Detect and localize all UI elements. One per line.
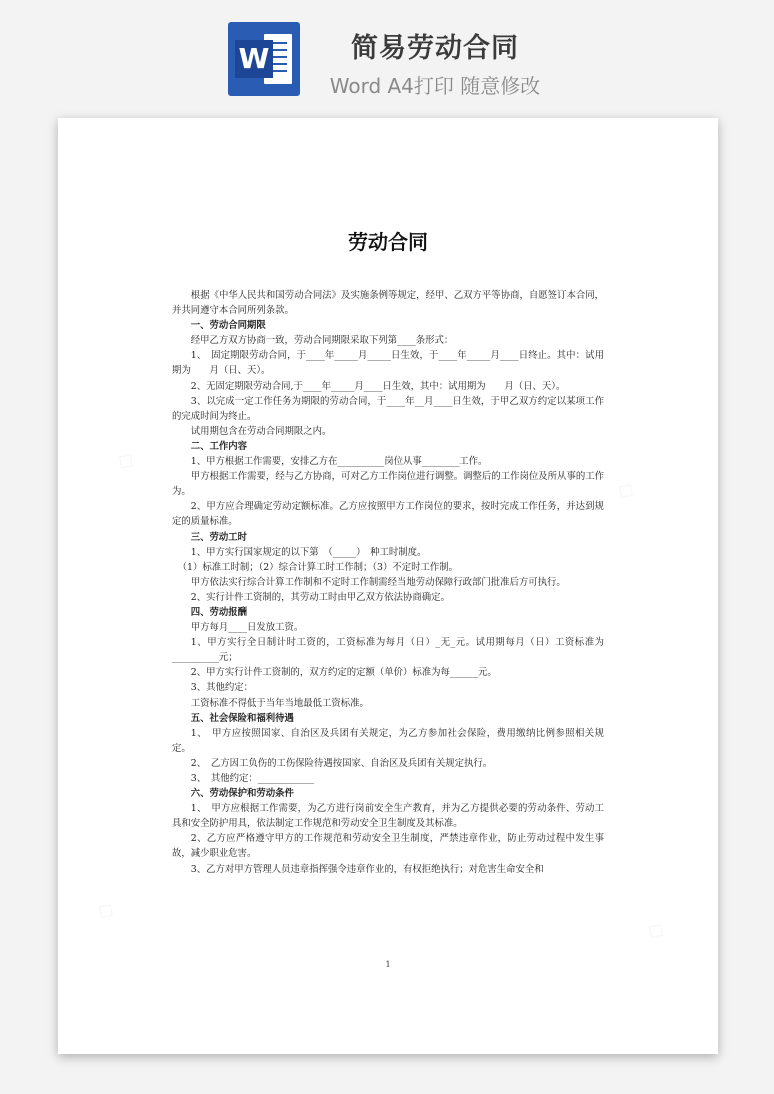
watermark-shape — [612, 475, 640, 505]
paragraph: 3、乙方对甲方管理人员违章指挥强令违章作业的，有权拒绝执行；对危害生命安全和 — [190, 863, 544, 875]
section-heading: 五、社会保险和福利待遇 — [190, 712, 294, 724]
paragraph: 试用期包含在劳动合同期限之内。 — [190, 425, 332, 437]
paragraph: 1、甲方实行国家规定的以下第 （_____） 种工时制度。 — [190, 546, 427, 558]
paragraph: 3、其他约定： — [190, 682, 254, 694]
section-heading: 三、劳动工时 — [190, 531, 248, 543]
word-icon-letter: W — [235, 40, 273, 78]
paragraph: 2、实行计件工资制的，其劳动工时由甲乙双方依法协商确定。 — [190, 591, 450, 603]
paragraph: 1、 甲方应按照国家、自治区及兵团有关规定，为乙方参加社会保险，费用缴纳比例参照相关规定。 — [172, 727, 604, 754]
paragraph: 3、 其他约定：____________ — [190, 773, 314, 784]
paragraph: 甲方依法实行综合计算工作制和不定时工作制需经当地劳动保障行政部门批准后方可执行。 — [190, 576, 566, 588]
document-title: 劳动合同 — [348, 230, 428, 254]
paragraph: 1、 甲方应根据工作需要，为乙方进行岗前安全生产教育，并为乙方提供必要的劳动条件、劳动工具和安全防护用具，依法制定工作规范和劳动安全卫生制度及其标准。 — [172, 803, 604, 830]
paragraph: （1）标准工时制；（2）综合计算工时工作制；（3）不定时工作制。 — [177, 561, 459, 573]
paragraph: 1、 固定期限劳动合同，于____年_____月_____日生效，于____年_____月____日终止。其中：试用期为 月（日、天）。 — [172, 350, 604, 377]
watermark-shape — [92, 895, 120, 925]
paragraph: 2、乙方应严格遵守甲方的工作规范和劳动安全卫生制度，严禁违章作业，防止劳动过程中发生事故，减少职业危害。 — [172, 833, 604, 860]
paragraph: 2、无固定期限劳动合同,于____年_____月____日生效，其中：试用期为 月（日、天）。 — [190, 380, 566, 392]
word-icon — [228, 22, 300, 96]
section-heading: 一、劳动合同期限 — [190, 320, 266, 332]
paragraph: 1、甲方实行全日制计时工资的，工资标准为每月（日）_无_元。试用期每月（日）工资标准为__________元； — [172, 637, 604, 664]
paragraph: 3、以完成一定工作任务为期限的劳动合同，于____年__月____日生效，于甲乙双方约定以某项工作的完成时间为终止。 — [172, 395, 604, 422]
paragraph: 2、甲方实行计件工资制的，双方约定的定额（单价）标准为每______元。 — [190, 667, 497, 679]
document-page — [58, 118, 718, 1054]
paragraph: 根据《中华人民共和国劳动合同法》及实施条例等规定，经甲、乙双方平等协商，自愿签订本合同，并共同遵守本合同所列条款。 — [172, 290, 604, 317]
section-heading: 六、劳动保护和劳动条件 — [190, 788, 294, 800]
document-body — [172, 288, 604, 877]
paragraph: 工资标准不得低于当年当地最低工资标准。 — [190, 697, 369, 709]
paragraph: 甲方每月____日发放工资。 — [190, 622, 304, 634]
section-heading: 四、劳动报酬 — [190, 606, 248, 618]
banner-subtitle: Word A4打印 随意修改 — [329, 74, 541, 98]
watermark-shape — [642, 915, 670, 945]
page-number: 1 — [385, 960, 391, 969]
paragraph: 2、甲方应合理确定劳动定额标准。乙方应按照甲方工作岗位的要求，按时完成工作任务，并达到规定的质量标准。 — [172, 501, 604, 528]
paragraph: 经甲乙方双方协商一致，劳动合同期限采取下列第____条形式： — [190, 335, 454, 347]
banner-title: 简易劳动合同 — [351, 33, 519, 64]
paragraph: 1、甲方根据工作需要，安排乙方在__________岗位从事________工作。 — [190, 456, 488, 468]
section-heading: 二、工作内容 — [190, 440, 248, 452]
paragraph: 甲方根据工作需要，经与乙方协商，可对乙方工作岗位进行调整。调整后的工作岗位及所从事的工作为。 — [172, 471, 604, 498]
header-banner — [0, 0, 774, 110]
paragraph: 2、 乙方因工负伤的工伤保险待遇按国家、自治区及兵团有关规定执行。 — [190, 757, 493, 769]
watermark-shape — [112, 445, 140, 475]
